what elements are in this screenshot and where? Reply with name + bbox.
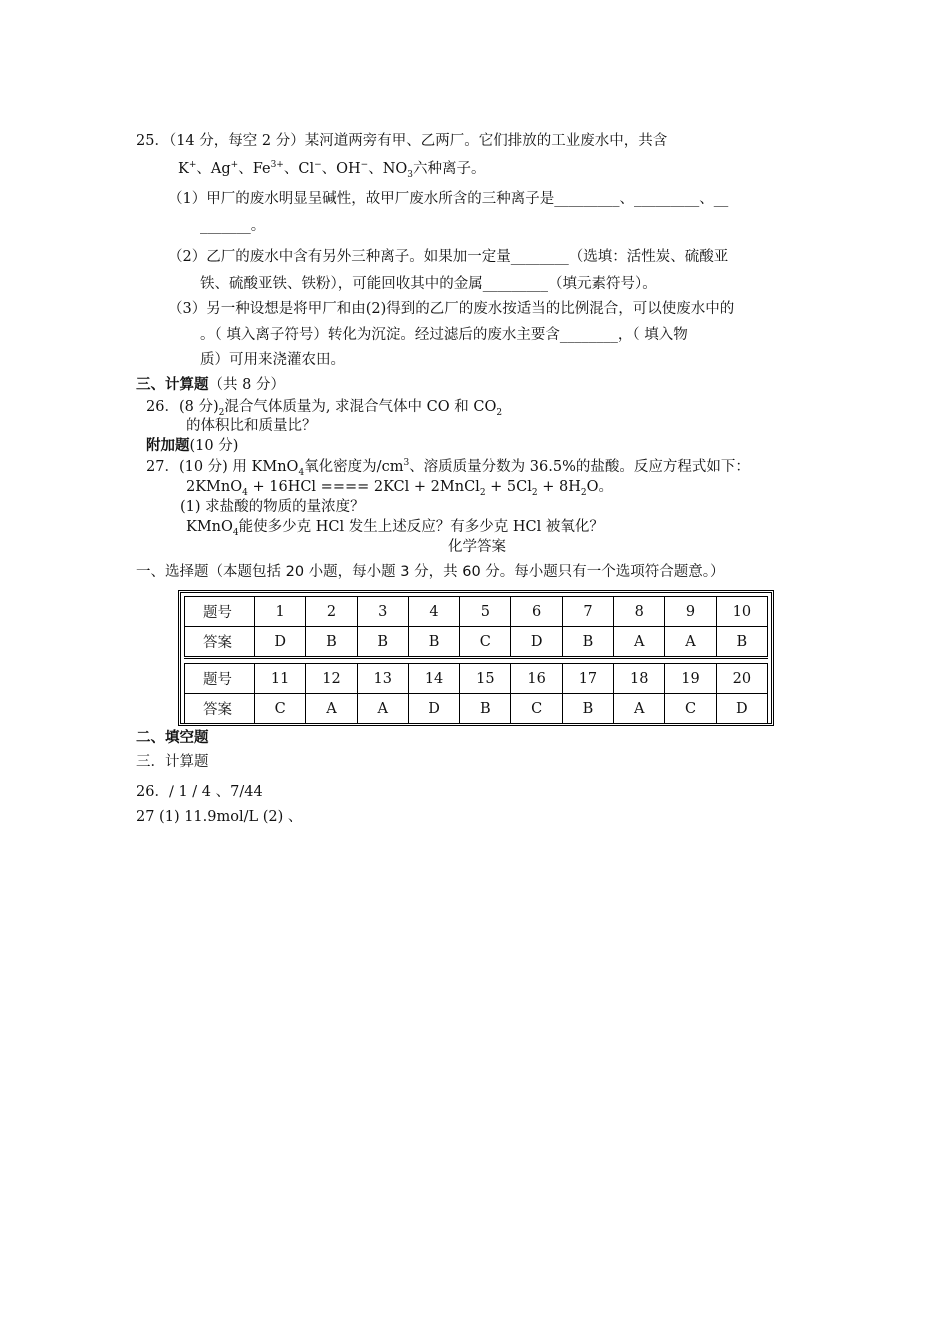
qnum-cell: 9 [665,597,716,627]
q27-line1: 27．(10 分) 用 KMnO$_4$氧化密度为$/cm^3$、溶质质量分数为 36.5%的盐酸。反应方程式如下： [146,458,750,478]
answer-cell: A [614,627,665,658]
qnum-cell: 19 [665,664,716,694]
qnum-cell: 4 [408,597,459,627]
answer-cell: B [306,627,357,658]
qnum-cell: 5 [460,597,511,627]
answer-cell: A [614,694,665,724]
answer-26: 26．∕ 1 / 4 、7/44 [136,784,263,800]
answer-cell: D [408,694,459,724]
qnum-cell: 12 [306,664,357,694]
qnum-cell: 7 [562,597,613,627]
answer-cell: B [357,627,408,658]
answer-cell: C [665,694,716,724]
qnum-cell: 14 [408,664,459,694]
answer-cell: C [460,627,511,658]
answer-row-answers-1 [185,627,768,658]
q27-part2: KMnO$_4$能使多少克 HCl 发生上述反应？有多少克 HCl 被氧化？ [186,519,604,538]
qnum-cell: 13 [357,664,408,694]
answer-27: 27 (1) 11.9mol/L (2) 、 [136,809,303,825]
qnum-cell: 11 [255,664,306,694]
answer-table-frame [178,590,774,726]
qnum-cell: 8 [614,597,665,627]
answer-cell: B [562,627,613,658]
q26-line2: 的体积比和质量比？ [186,418,317,434]
q27-equation: 2KMnO$_4$ + 16HCl ==== 2KCl + 2MnCl$_2$ + $5Cl_2 + 8H_2O$。 [186,479,613,498]
answer-cell: A [306,694,357,724]
qnum-cell: 10 [716,597,767,627]
qnum-cell: 20 [716,664,767,694]
answer-table [184,596,768,724]
answer-cell: B [460,694,511,724]
answer-cell: D [511,627,562,658]
answers-section3-heading: 三．计算题 [136,754,209,770]
q25-part2-line2: 铁、硫酸亚铁、铁粉），可能回收其中的金属_________（填元素符号）。 [200,276,657,292]
q27-part1: (1) 求盐酸的物质的量浓度？ [180,499,365,515]
qnum-cell: 15 [460,664,511,694]
label-answer: 答案 [185,694,255,724]
answer-row-numbers-2 [185,664,768,694]
q25-line1: 25．（14 分，每空 2 分）某河道两旁有甲、乙两厂。它们排放的工业废水中，共含 [136,133,668,149]
qnum-cell: 1 [255,597,306,627]
q25-part3-line3: 质）可用来浇灌农田。 [200,352,345,368]
answer-cell: A [665,627,716,658]
answer-cell: D [716,694,767,724]
q26-line1: 26．(8 分)$_2$混合气体质量为, 求混合气体中 CO 和 $CO_2$ [146,399,503,418]
label-question-number: 题号 [185,664,255,694]
q25-part2-line1: （2）乙厂的废水中含有另外三种离子。如果加一定量________（选填：活性炭、硫酸亚 [168,249,729,265]
q25-part3-line2: 。（ 填入离子符号）转化为沉淀。经过滤后的废水主要含________，（ 填入物 [200,327,688,343]
label-answer: 答案 [185,627,255,658]
label-question-number: 题号 [185,597,255,627]
q25-part1-line1: （1）甲厂的废水明显呈碱性，故甲厂废水所含的三种离子是_________、_________、__ [168,191,729,207]
answer-cell: C [255,694,306,724]
section3-heading: 三、计算题（共 8 分） [136,377,285,393]
answer-cell: B [716,627,767,658]
answer-row-answers-2 [185,694,768,724]
answer-row-numbers-1 [185,597,768,627]
q25-part3-line1: （3）另一种设想是将甲厂和由(2)得到的乙厂的废水按适当的比例混合，可以使废水中的 [168,301,735,317]
qnum-cell: 17 [562,664,613,694]
answer-cell: A [357,694,408,724]
answer-cell: C [511,694,562,724]
q25-ions: K+、Ag+、$Fe^{3+}$、Cl−、OH−、$NO_3$六种离子。 [178,160,486,180]
qnum-cell: 18 [614,664,665,694]
answers-title: 化学答案 [448,539,506,555]
qnum-cell: 16 [511,664,562,694]
qnum-cell: 2 [306,597,357,627]
bonus-heading: 附加题(10 分) [146,438,239,454]
answer-cell: B [562,694,613,724]
qnum-cell: 3 [357,597,408,627]
q25-part1-line2: _______。 [200,218,266,234]
answers-section1-heading: 一、选择题（本题包括 20 小题，每小题 3 分，共 60 分。每小题只有一个选项符合题意。） [136,564,725,580]
answer-cell: B [408,627,459,658]
answers-section2-heading: 二、填空题 [136,730,209,746]
qnum-cell: 6 [511,597,562,627]
answer-cell: D [255,627,306,658]
